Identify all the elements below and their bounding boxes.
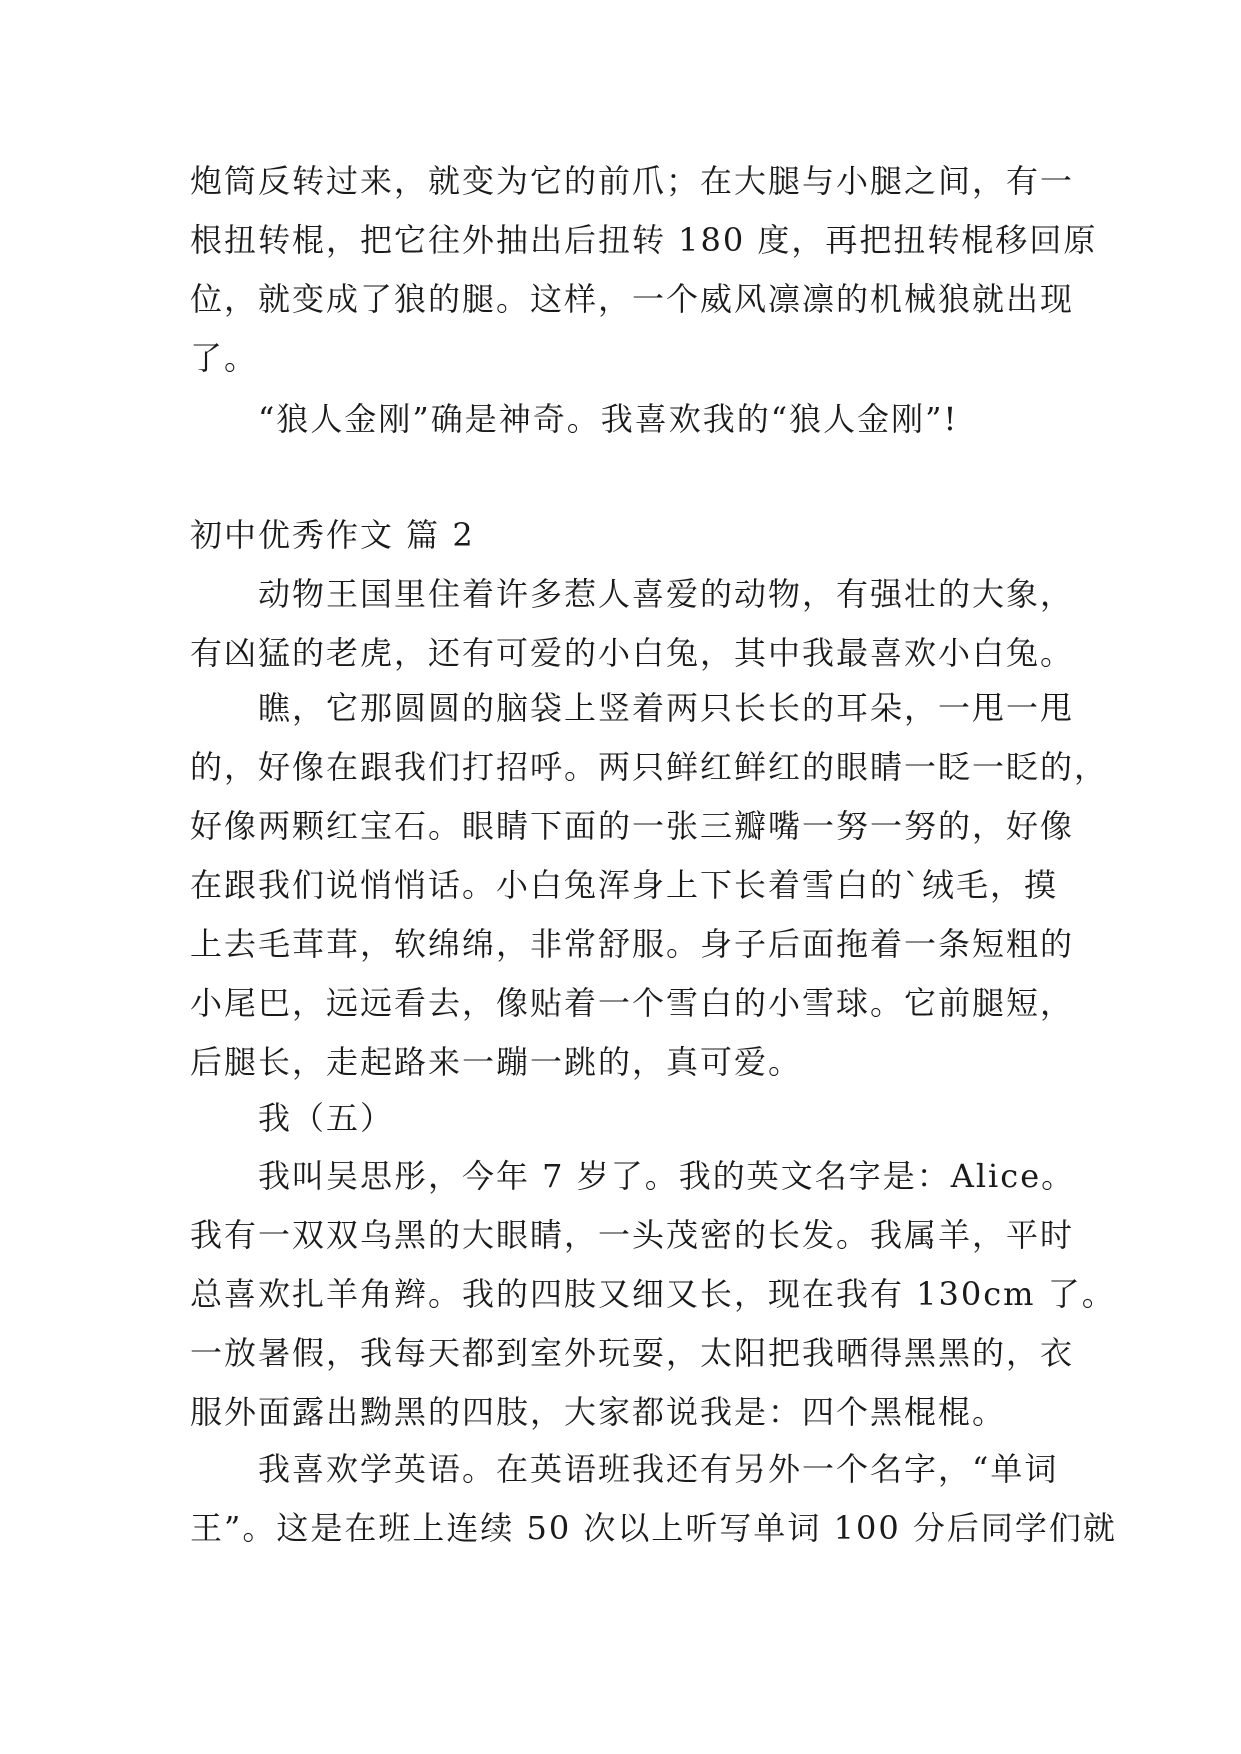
text-line: 在跟我们说悄悄话。小白兔浑身上下长着雪白的`绒毛，摸 bbox=[190, 866, 1059, 904]
text-line: 小尾巴，远远看去，像贴着一个雪白的小雪球。它前腿短， bbox=[190, 984, 1075, 1022]
text-line: 根扭转棍，把它往外抽出后扭转 180 度，再把扭转棍移回原 bbox=[190, 221, 1098, 259]
essay-heading bbox=[190, 506, 1070, 565]
text-line: 炮筒反转过来，就变为它的前爪；在大腿与小腿之间，有一 bbox=[190, 162, 1075, 200]
text-line: 我有一双双乌黑的大眼睛，一头茂密的长发。我属羊，平时 bbox=[190, 1216, 1075, 1254]
text-line: 服外面露出黝黑的四肢，大家都说我是：四个黑棍棍。 bbox=[190, 1393, 1007, 1431]
text-line: 后腿长，走起路来一蹦一跳的，真可爱。 bbox=[190, 1043, 803, 1081]
text-line: 一放暑假，我每天都到室外玩耍，太阳把我晒得黑黑的，衣 bbox=[190, 1334, 1075, 1372]
section2-paragraph-3 bbox=[190, 1147, 1116, 1442]
text-line: 我叫吴思彤，今年 7 岁了。我的英文名字是：Alice。 bbox=[258, 1157, 1076, 1195]
text-line: 瞧，它那圆圆的脑袋上竖着两只长长的耳朵，一甩一甩 bbox=[258, 689, 1075, 727]
text-line: 了。 bbox=[190, 339, 259, 377]
section2-subtitle bbox=[190, 1089, 1070, 1148]
section1-paragraph bbox=[190, 152, 1098, 388]
text-line: 总喜欢扎羊角辫。我的四肢又细又长，现在我有 130cm 了。 bbox=[190, 1275, 1116, 1313]
text-line: 我喜欢学英语。在英语班我还有另外一个名字，“单词 bbox=[258, 1450, 1059, 1488]
page-title: 初中优秀作文 篇 2 bbox=[190, 516, 475, 554]
section2-paragraph-1 bbox=[190, 565, 1075, 683]
text-line: 动物王国里住着许多惹人喜爱的动物，有强壮的大象， bbox=[258, 575, 1075, 613]
section2-paragraph-4 bbox=[190, 1440, 1117, 1558]
subtitle: 我（五） bbox=[258, 1099, 395, 1137]
text-line: “狼人金刚”确是神奇。我喜欢我的“狼人金刚”! bbox=[258, 400, 959, 438]
text-line: 有凶猛的老虎，还有可爱的小白兔，其中我最喜欢小白兔。 bbox=[190, 634, 1075, 672]
text-line: 位，就变成了狼的腿。这样，一个威风凛凛的机械狼就出现 bbox=[190, 280, 1075, 318]
text-line: 王”。这是在班上连续 50 次以上听写单词 100 分后同学们就 bbox=[190, 1509, 1117, 1547]
section1-closing bbox=[190, 390, 1070, 449]
text-line: 的，好像在跟我们打招呼。两只鲜红鲜红的眼睛一眨一眨的， bbox=[190, 748, 1109, 786]
text-line: 好像两颗红宝石。眼睛下面的一张三瓣嘴一努一努的，好像 bbox=[190, 807, 1075, 845]
section2-paragraph-2 bbox=[190, 679, 1109, 1092]
text-line: 上去毛茸茸，软绵绵，非常舒服。身子后面拖着一条短粗的 bbox=[190, 925, 1075, 963]
